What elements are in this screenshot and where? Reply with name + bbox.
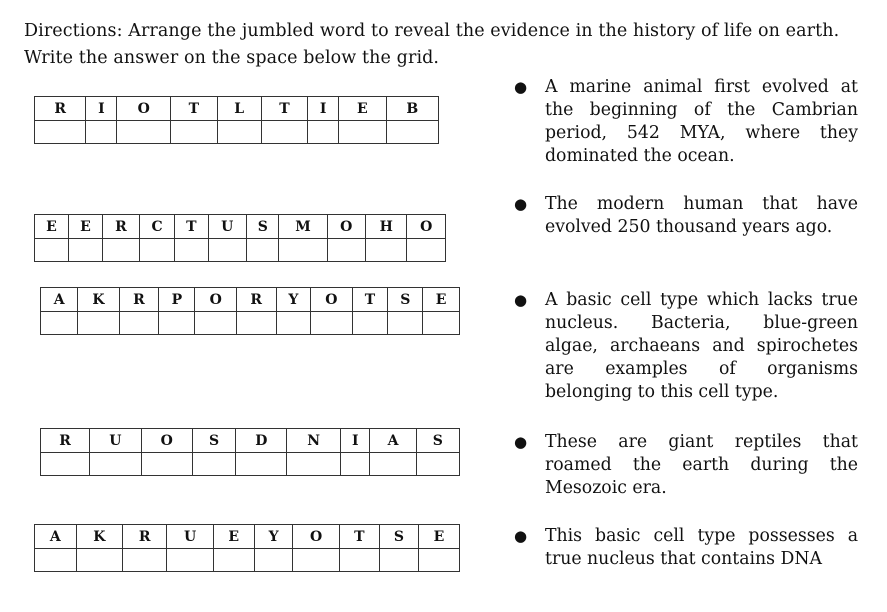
letter-cell: S <box>192 429 235 453</box>
answer-cell[interactable] <box>236 312 276 335</box>
answer-cell[interactable] <box>379 549 418 572</box>
answer-cell[interactable] <box>339 549 379 572</box>
letter-cell: T <box>352 288 388 312</box>
clue-item-4 <box>514 431 858 500</box>
clue-item-3 <box>514 289 858 404</box>
letter-cell: R <box>103 215 140 239</box>
answer-cell[interactable] <box>327 239 365 262</box>
answer-cell[interactable] <box>287 453 341 476</box>
letter-cell: R <box>41 429 90 453</box>
letter-cell: L <box>217 97 261 121</box>
letter-cell: O <box>195 288 236 312</box>
letter-cell: T <box>339 525 379 549</box>
answer-cell[interactable] <box>35 549 77 572</box>
answer-cell[interactable] <box>366 239 407 262</box>
answer-cell[interactable] <box>370 453 416 476</box>
answer-row[interactable] <box>35 239 446 262</box>
answer-cell[interactable] <box>35 121 86 144</box>
bullet-icon: ● <box>514 527 528 545</box>
letter-cell: B <box>386 97 438 121</box>
answer-row[interactable] <box>41 453 460 476</box>
letter-cell: R <box>119 288 159 312</box>
answer-row[interactable] <box>35 121 439 144</box>
answer-cell[interactable] <box>41 312 78 335</box>
letter-cell: T <box>171 97 218 121</box>
answer-cell[interactable] <box>418 549 459 572</box>
letter-cell: Y <box>276 288 311 312</box>
answer-cell[interactable] <box>78 312 119 335</box>
letter-cell: E <box>69 215 103 239</box>
answer-cell[interactable] <box>308 121 339 144</box>
answer-cell[interactable] <box>388 312 423 335</box>
letter-cell: U <box>208 215 247 239</box>
answer-cell[interactable] <box>86 121 117 144</box>
letter-cell: E <box>213 525 254 549</box>
answer-cell[interactable] <box>341 453 370 476</box>
letter-cell: O <box>141 429 192 453</box>
answer-cell[interactable] <box>159 312 195 335</box>
letter-cell: O <box>407 215 446 239</box>
letter-cell: U <box>167 525 213 549</box>
letter-cell: T <box>175 215 208 239</box>
answer-cell[interactable] <box>407 239 446 262</box>
clue-text: These are giant reptiles that roamed the earth during the Mesozoic era. <box>545 432 858 498</box>
letter-row <box>35 215 446 239</box>
letter-cell: O <box>311 288 352 312</box>
answer-cell[interactable] <box>261 121 308 144</box>
letter-cell: P <box>159 288 195 312</box>
clue-text: A marine animal first evolved at the beginning of the Cambrian period, 542 MYA, where they dominated the ocean. <box>545 77 858 166</box>
letter-cell: I <box>341 429 370 453</box>
letter-cell: Y <box>254 525 293 549</box>
letter-cell: S <box>379 525 418 549</box>
letter-cell: E <box>35 215 69 239</box>
bullet-icon: ● <box>514 195 528 213</box>
letter-cell: O <box>293 525 339 549</box>
letter-grid-4 <box>40 428 460 476</box>
clue-item-2 <box>514 193 858 239</box>
answer-cell[interactable] <box>192 453 235 476</box>
letter-cell: H <box>366 215 407 239</box>
letter-cell: K <box>76 525 122 549</box>
answer-cell[interactable] <box>339 121 387 144</box>
bullet-icon: ● <box>514 291 528 309</box>
answer-cell[interactable] <box>90 453 141 476</box>
letter-cell: S <box>388 288 423 312</box>
answer-cell[interactable] <box>217 121 261 144</box>
answer-cell[interactable] <box>41 453 90 476</box>
letter-row <box>35 525 460 549</box>
letter-cell: S <box>247 215 279 239</box>
answer-cell[interactable] <box>208 239 247 262</box>
letter-grid-3 <box>40 287 460 335</box>
letter-cell: S <box>416 429 459 453</box>
letter-cell: I <box>308 97 339 121</box>
letter-row <box>41 429 460 453</box>
answer-cell[interactable] <box>35 239 69 262</box>
answer-cell[interactable] <box>213 549 254 572</box>
answer-row[interactable] <box>41 312 460 335</box>
letter-cell: N <box>287 429 341 453</box>
answer-cell[interactable] <box>247 239 279 262</box>
letter-cell: I <box>86 97 117 121</box>
letter-row <box>41 288 460 312</box>
answer-cell[interactable] <box>122 549 166 572</box>
answer-cell[interactable] <box>69 239 103 262</box>
clue-item-1 <box>514 76 858 168</box>
clue-text: A basic cell type which lacks true nucleus. Bacteria, blue-green algae, archaeans and spirochetes are examples of organisms belonging to this cell type. <box>545 290 858 402</box>
answer-cell[interactable] <box>279 239 327 262</box>
answer-row[interactable] <box>35 549 460 572</box>
answer-cell[interactable] <box>386 121 438 144</box>
clue-item-5 <box>514 525 858 571</box>
answer-cell[interactable] <box>311 312 352 335</box>
letter-cell: E <box>423 288 460 312</box>
answer-cell[interactable] <box>195 312 236 335</box>
letter-cell: R <box>122 525 166 549</box>
answer-cell[interactable] <box>423 312 460 335</box>
answer-cell[interactable] <box>141 453 192 476</box>
letter-cell: R <box>35 97 86 121</box>
answer-cell[interactable] <box>119 312 159 335</box>
answer-cell[interactable] <box>117 121 171 144</box>
letter-row <box>35 97 439 121</box>
answer-cell[interactable] <box>103 239 140 262</box>
letter-cell: O <box>327 215 365 239</box>
letter-cell: U <box>90 429 141 453</box>
letter-grid-2 <box>34 214 446 262</box>
answer-cell[interactable] <box>167 549 213 572</box>
directions-text: Directions: Arrange the jumbled word to reveal the evidence in the history of life on earth. Write the answer on the space below the grid. <box>24 21 840 68</box>
answer-cell[interactable] <box>416 453 459 476</box>
clue-text: This basic cell type possesses a true nucleus that contains DNA <box>545 526 858 569</box>
letter-cell: E <box>339 97 387 121</box>
answer-cell[interactable] <box>254 549 293 572</box>
letter-cell: K <box>78 288 119 312</box>
letter-cell: C <box>139 215 174 239</box>
bullet-icon: ● <box>514 433 528 451</box>
letter-cell: E <box>418 525 459 549</box>
letter-grid-5 <box>34 524 460 572</box>
answer-cell[interactable] <box>236 453 287 476</box>
bullet-icon: ● <box>514 78 528 96</box>
answer-cell[interactable] <box>139 239 174 262</box>
answer-cell[interactable] <box>175 239 208 262</box>
answer-cell[interactable] <box>352 312 388 335</box>
letter-cell: T <box>261 97 308 121</box>
letter-cell: R <box>236 288 276 312</box>
letter-grid-1 <box>34 96 439 144</box>
letter-cell: A <box>35 525 77 549</box>
answer-cell[interactable] <box>171 121 218 144</box>
letter-cell: A <box>370 429 416 453</box>
answer-cell[interactable] <box>76 549 122 572</box>
letter-cell: O <box>117 97 171 121</box>
letter-cell: D <box>236 429 287 453</box>
answer-cell[interactable] <box>276 312 311 335</box>
letter-cell: M <box>279 215 327 239</box>
answer-cell[interactable] <box>293 549 339 572</box>
clue-text: The modern human that have evolved 250 thousand years ago. <box>545 194 858 237</box>
letter-cell: A <box>41 288 78 312</box>
